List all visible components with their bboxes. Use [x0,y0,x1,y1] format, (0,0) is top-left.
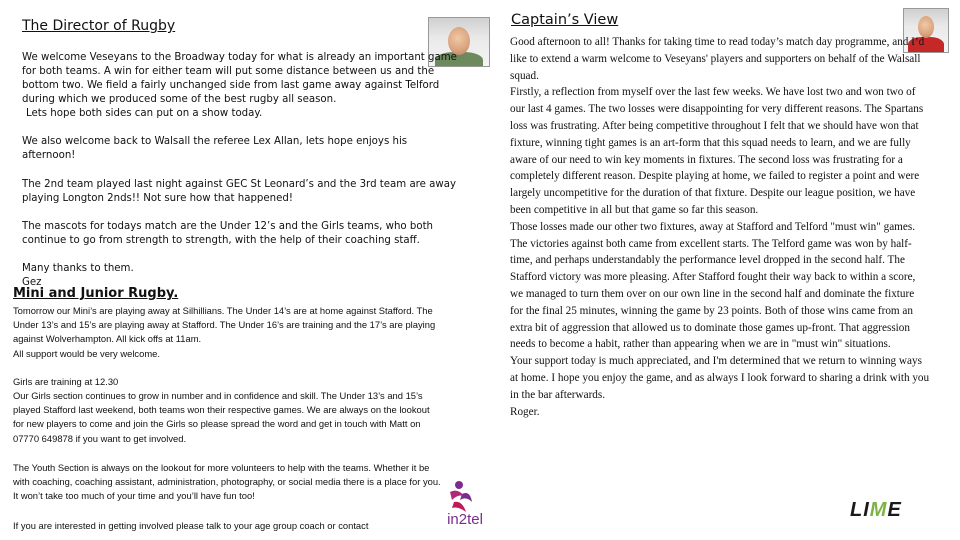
director-paragraph: We welcome Veseyans to the Broadway today for what is already an important game for both teams. A win for either team will put some distance between us and the bottom two. We field a fairly unchanged side from last game away against Telford during which we produced some of the best rugby all season. [22,52,457,106]
director-paragraph: The mascots for todays match are the Under 12’s and the Girls teams, who both continue to go from strength to strength, with the help of their coaching staff. [22,221,434,247]
in2tel-swirl-icon [440,478,490,514]
captain-paragraph: Your support today is much appreciated, and I'm determined that we return to winning ways at home. I hope you enjoy the game, and as always I look forward to sharing a drink with you in the bar afterwards. [510,355,930,401]
mini-paragraph: Girls are training at 12.30 [13,376,119,387]
captain-paragraph: Those losses made our other two fixtures, away at Stafford and Telford "must win" games. The victories against both came from excellent starts. The Telford game was won by half-time, and perhaps understandably the performance level dropped in the second half. The Stafford victory was more pleasing. After Stafford fought their way back to within a score, we managed to turn them over on our own line in the second half and dominate the fixture for the final 25 minutes, winning the game by 23 points. Both of those wins came from an extra bit of aggression that allowed us to dominate those games up-front. That aggression needs to become a habit, rather than appearing when we are in "must win" situations. [510,220,916,351]
mini-paragraph: If you are interested in getting involved please talk to your age group coach or contact [13,520,369,531]
director-paragraph: Lets hope both sides can put on a show today. [26,108,263,119]
director-title: The Director of Rugby [22,18,176,34]
director-paragraph: We also welcome back to Walsall the referee Lex Allan, lets hope enjoys his afternoon! [22,136,408,162]
captain-article [510,34,930,420]
captain-title: Captain’s View [511,12,619,28]
mini-paragraph: The Youth Section is always on the lookout for more volunteers to help with the teams. Whether it be with coaching, coaching assistant, administration, photography, or social media there is a place for you. It won’t take too much of your time and you’ll have fun too! [13,462,441,502]
mini-paragraph: Our Girls section continues to grow in number and in confidence and skill. The Under 13’s and 15’s played Stafford last weekend, both teams won their respective games. We are always on the lookout for new players to come and join the Girls so please spread the word and get in touch with Matt on 07770 649878 if you want to get involved. [13,390,430,444]
in2tel-wordmark: in2tel [447,511,483,528]
in2tel-logo [440,478,490,532]
captain-paragraph: Firstly, a reflection from myself over the last few weeks. We have lost two and won two of our last 4 games. The two losses were disappointing for very different reasons. The Spartans loss was frustrating. After being competitive throughout I felt that we should have won that fixture, winning tight games is an art-form that this squad needs to learn, and we are fully aware of our need to win key moments in fixtures. The second loss was frustrating for a completely different reason. Despite playing at home, we failed to register a point and were largely uncompetitive for the duration of that fixture. Despite our league position, we have been competitive in all but that game so far this season. [510,86,924,216]
mini-paragraph: All support would be very welcome. [13,348,160,359]
director-paragraph: The 2nd team played last night against GEC St Leonard’s and the 3rd team are away playing Longton 2nds!! Not sure how that happened! [22,179,456,205]
lime-logo: LIME [850,499,902,521]
captain-signature: Roger. [510,405,540,418]
mini-paragraph: Tomorrow our Mini’s are playing away at Silhillians. The Under 14’s are at home against Stafford. The Under 13’s and 15’s are playing away at Stafford. The Under 16’s are training and the 17’s are playing against Wolverhampton. All kick offs at 11am. [13,305,436,345]
captain-paragraph: Good afternoon to all! Thanks for taking time to read today’s match day programme, and I’d like to extend a warm welcome to Veseyans' players and supporters on behalf of the Walsall squad. [510,36,925,82]
director-signoff: Many thanks to them. [22,263,134,274]
director-signature: Gez [22,277,42,288]
mini-junior-title: Mini and Junior Rugby. [13,286,179,301]
